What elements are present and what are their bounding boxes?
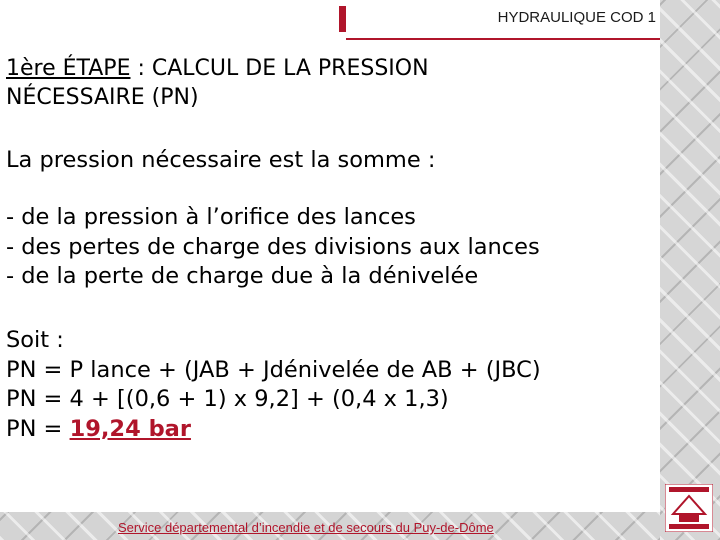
- page-title: [6, 54, 646, 112]
- list-item: - de la perte de charge due à la dénivelée: [6, 263, 479, 289]
- header-accent-bar: [339, 6, 346, 32]
- calc-result: [6, 415, 656, 445]
- list-item: - de la pression à l’orifice des lances: [6, 204, 416, 230]
- background-plate: [660, 0, 720, 540]
- calc-formula: PN = P lance + (JAB + Jdénivelée de AB + (JBC): [6, 356, 541, 383]
- list-item: - des pertes de charge des divisions aux lances: [6, 233, 540, 260]
- sdis-logo-icon: [665, 484, 713, 532]
- intro-text: La pression nécessaire est la somme :: [6, 147, 436, 173]
- footer-link[interactable]: Service départemental d’incendie et de secours du Puy-de-Dôme: [118, 520, 494, 535]
- calculation-block: [6, 326, 656, 444]
- title-step: 1ère ÉTAPE: [6, 56, 131, 81]
- component-list: [6, 203, 656, 292]
- title-line2: NÉCESSAIRE (PN): [6, 85, 199, 110]
- header-tag: HYDRAULIQUE COD 1: [497, 9, 656, 26]
- header-underline: [346, 38, 660, 40]
- calc-soit: Soit :: [6, 327, 64, 353]
- result-value: 19,24 bar: [69, 415, 191, 442]
- calc-numeric: PN = 4 + [(0,6 + 1) x 9,2] + (0,4 x 1,3): [6, 386, 449, 412]
- title-rest: : CALCUL DE LA PRESSION: [130, 56, 429, 81]
- result-prefix: PN =: [6, 415, 70, 442]
